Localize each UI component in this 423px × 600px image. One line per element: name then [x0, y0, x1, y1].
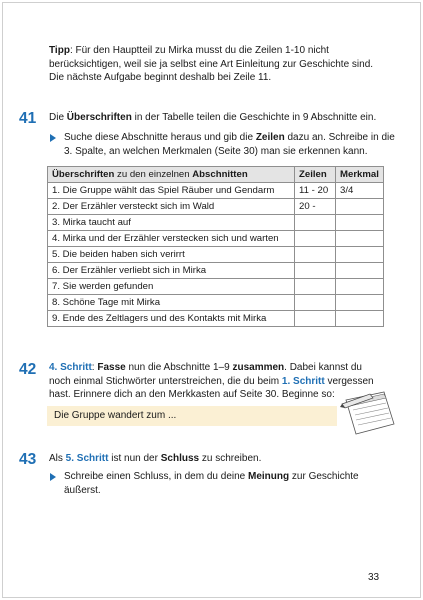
section-title-cell: 4. Mirka und der Erzähler verstecken sich und warten — [48, 231, 295, 247]
header-bold-1: Überschriften — [52, 169, 115, 180]
task-41-instruction — [50, 131, 395, 158]
table-row — [48, 199, 384, 215]
table-row — [48, 231, 384, 247]
sections-table — [47, 166, 384, 327]
feature-cell[interactable]: 3/4 — [336, 183, 384, 199]
task-number-41: 41 — [19, 110, 37, 127]
section-title-cell: 2. Der Erzähler versteckt sich im Wald — [48, 199, 295, 215]
tip-label: Tipp — [49, 45, 70, 56]
table-row — [48, 183, 384, 199]
feature-cell[interactable] — [336, 295, 384, 311]
header-zeilen: Zeilen — [295, 167, 336, 183]
instruction-text: Schreibe einen Schluss, in dem du deine — [64, 471, 249, 482]
step-label: 1. Schritt — [281, 375, 325, 387]
intro-text: in der Tabelle teilen die Geschichte in 9 Abschnitte ein. — [131, 112, 377, 123]
emphasis: Fasse — [97, 362, 126, 373]
section-title-cell: 9. Ende des Zeltlagers und des Kontakts mit Mirka — [48, 311, 295, 327]
feature-cell[interactable] — [336, 311, 384, 327]
step-label: 4. Schritt — [49, 362, 92, 373]
task-42-text — [49, 361, 377, 402]
lines-cell[interactable] — [295, 311, 336, 327]
lines-cell[interactable] — [295, 295, 336, 311]
lines-cell[interactable] — [295, 231, 336, 247]
task-43-intro — [49, 452, 394, 466]
section-title-cell: 7. Sie werden gefunden — [48, 279, 295, 295]
instruction-emphasis: Zeilen — [255, 132, 285, 143]
table-row — [48, 215, 384, 231]
task-number-42: 42 — [19, 361, 37, 378]
lines-cell[interactable]: 11 - 20 — [295, 183, 336, 199]
text: . Dabei kannst du noch einmal Stichwörter unterstreichen, die du beim — [49, 362, 362, 387]
instruction-text: Suche diese Abschnitte heraus und gib die — [64, 132, 256, 143]
table-row — [48, 263, 384, 279]
task-41-intro — [49, 111, 394, 125]
notepad-pencil-icon — [340, 388, 398, 438]
feature-cell[interactable] — [336, 199, 384, 215]
feature-cell[interactable] — [336, 263, 384, 279]
lines-cell[interactable] — [295, 247, 336, 263]
section-title-cell: 1. Die Gruppe wählt das Spiel Räuber und Gendarm — [48, 183, 295, 199]
starter-sentence-box: Die Gruppe wandert zum ... — [47, 406, 337, 426]
header-normal: zu den einzelnen — [114, 169, 193, 180]
text: nun die Abschnitte 1–9 — [125, 362, 233, 373]
intro-emphasis: Überschriften — [66, 112, 132, 123]
table-row — [48, 311, 384, 327]
task-number-43: 43 — [19, 451, 37, 468]
step-label: 5. Schritt — [65, 453, 109, 464]
instruction-text: dazu an. Schreibe in die 3. Spalte, an welchen Merkmalen (Seite 30) man sie erkennen kann. — [64, 132, 395, 157]
bullet-triangle-icon — [50, 134, 56, 142]
table-row — [48, 247, 384, 263]
header-bold-2: Abschnitten — [192, 169, 248, 180]
task-43-instruction — [50, 470, 370, 497]
tip-paragraph — [49, 44, 389, 85]
emphasis: zusammen — [232, 362, 285, 373]
lines-cell[interactable]: 20 - — [295, 199, 336, 215]
lines-cell[interactable] — [295, 279, 336, 295]
table-body — [48, 183, 384, 327]
lines-cell[interactable] — [295, 215, 336, 231]
table-header-row — [48, 167, 384, 183]
text: : — [91, 362, 98, 373]
header-ueberschriften — [48, 167, 295, 183]
text: vergessen hast. Erinnere dich an den Merkkasten auf Seite 30. Beginne so: — [49, 375, 374, 400]
text: ist nun der — [108, 453, 161, 464]
bullet-triangle-icon — [50, 473, 56, 481]
intro-text: Die — [49, 112, 67, 123]
section-title-cell: 6. Der Erzähler verliebt sich in Mirka — [48, 263, 295, 279]
tip-text: : Für den Hauptteil zu Mirka musst du die Zeilen 1-10 nicht berücksichtigen, weil sie ja selbst eine Art Einleitung zur Geschichte sind. Die nächste Aufgabe beginnt deshalb bei Zeile 11. — [49, 45, 374, 83]
text: zu schreiben. — [199, 453, 262, 464]
instruction-text: zur Geschichte äußerst. — [64, 471, 359, 496]
header-merkmal: Merkmal — [336, 167, 384, 183]
text: Als — [49, 453, 66, 464]
lines-cell[interactable] — [295, 263, 336, 279]
section-title-cell: 8. Schöne Tage mit Mirka — [48, 295, 295, 311]
feature-cell[interactable] — [336, 279, 384, 295]
page-number: 33 — [368, 572, 380, 583]
feature-cell[interactable] — [336, 247, 384, 263]
section-title-cell: 3. Mirka taucht auf — [48, 215, 295, 231]
emphasis: Schluss — [160, 453, 200, 464]
instruction-emphasis: Meinung — [248, 471, 290, 482]
feature-cell[interactable] — [336, 231, 384, 247]
table-row — [48, 295, 384, 311]
section-title-cell: 5. Die beiden haben sich verirrt — [48, 247, 295, 263]
feature-cell[interactable] — [336, 215, 384, 231]
table-row — [48, 279, 384, 295]
